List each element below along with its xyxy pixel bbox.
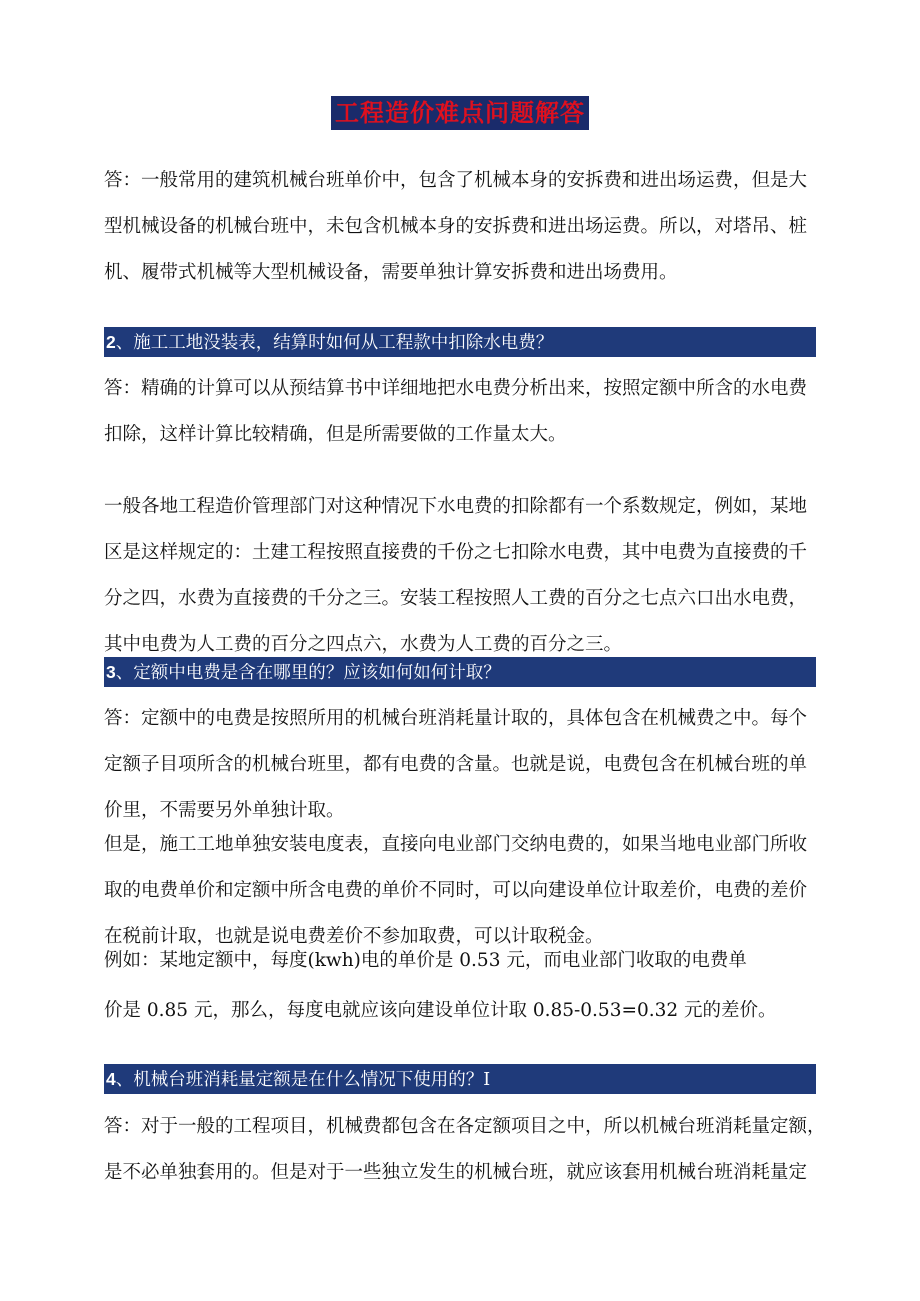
text-line: 扣除，这样计算比较精确，但是所需要做的工作量太大。: [104, 424, 567, 445]
text-line: 答：定额中的电费是按照所用的机械台班消耗量计取的，具体包含在机械费之中。每个: [104, 708, 808, 729]
answer-paragraph-3: [104, 484, 816, 668]
page-title: 工程造价难点问题解答: [331, 96, 589, 130]
answer-paragraph-6: [104, 1104, 826, 1196]
question-text: 、定额中电费是含在哪里的？应该如何如何计取？: [115, 663, 501, 683]
answer-paragraph-1: [104, 158, 816, 296]
text-line: 取的电费单价和定额中所含电费的单价不同时，可以向建设单位计取差价，电费的差价: [104, 880, 808, 901]
text-line: 是不必单独套用的。但是对于一些独立发生的机械台班，就应该套用机械台班消耗量定: [104, 1162, 808, 1183]
text-line: 区是这样规定的：土建工程按照直接费的千份之七扣除水电费，其中电费为直接费的千: [104, 542, 808, 563]
example-paragraph: [104, 938, 816, 1034]
text-line: 型机械设备的机械台班中，未包含机械本身的安拆费和进出场运费。所以，对塔吊、桩: [104, 216, 808, 237]
text-line: 在税前计取，也就是说电费差价不参加取费，可以计取税金。: [104, 926, 604, 947]
question-text: 、施工工地没装表，结算时如何从工程款中扣除水电费？: [115, 333, 554, 353]
text-line: 机、履带式机械等大型机械设备，需要单独计算安拆费和进出场费用。: [104, 262, 678, 283]
text-line: 例如：某地定额中，每度(kwh)电的单价是 0.53 元，而电业部门收取的电费单: [104, 950, 747, 971]
question-3-heading: [104, 657, 816, 687]
answer-paragraph-2: [104, 366, 816, 458]
text-line: 答：对于一般的工程项目，机械费都包含在各定额项目之中，所以机械台班消耗量定额，: [104, 1116, 826, 1137]
question-text: 、机械台班消耗量定额是在什么情况下使用的？I: [115, 1070, 491, 1090]
text-line: 一般各地工程造价管理部门对这种情况下水电费的扣除都有一个系数规定，例如，某地: [104, 496, 808, 517]
question-number: 2: [106, 332, 116, 352]
text-line: 价里，不需要另外单独计取。: [104, 800, 345, 821]
answer-paragraph-4: [104, 696, 816, 834]
text-line: 但是，施工工地单独安装电度表，直接向电业部门交纳电费的，如果当地电业部门所收: [104, 834, 808, 855]
title-wrap: [0, 96, 920, 130]
question-2-heading: [104, 327, 816, 357]
question-4-heading: [104, 1064, 816, 1094]
text-line: 其中电费为人工费的百分之四点六，水费为人工费的百分之三。: [104, 634, 623, 655]
text-line: 价是 0.85 元，那么，每度电就应该向建设单位计取 0.85-0.53=0.32 元的差价。: [104, 1000, 777, 1021]
question-number: 3: [106, 662, 116, 682]
question-number: 4: [106, 1069, 116, 1089]
text-line: 定额子目项所含的机械台班里，都有电费的含量。也就是说，电费包含在机械台班的单: [104, 754, 808, 775]
text-line: 答：一般常用的建筑机械台班单价中，包含了机械本身的安拆费和进出场运费，但是大: [104, 170, 808, 191]
text-line: 分之四，水费为直接费的千分之三。安装工程按照人工费的百分之七点六口出水电费，: [104, 588, 808, 609]
text-line: 答：精确的计算可以从预结算书中详细地把水电费分析出来，按照定额中所含的水电费: [104, 378, 808, 399]
